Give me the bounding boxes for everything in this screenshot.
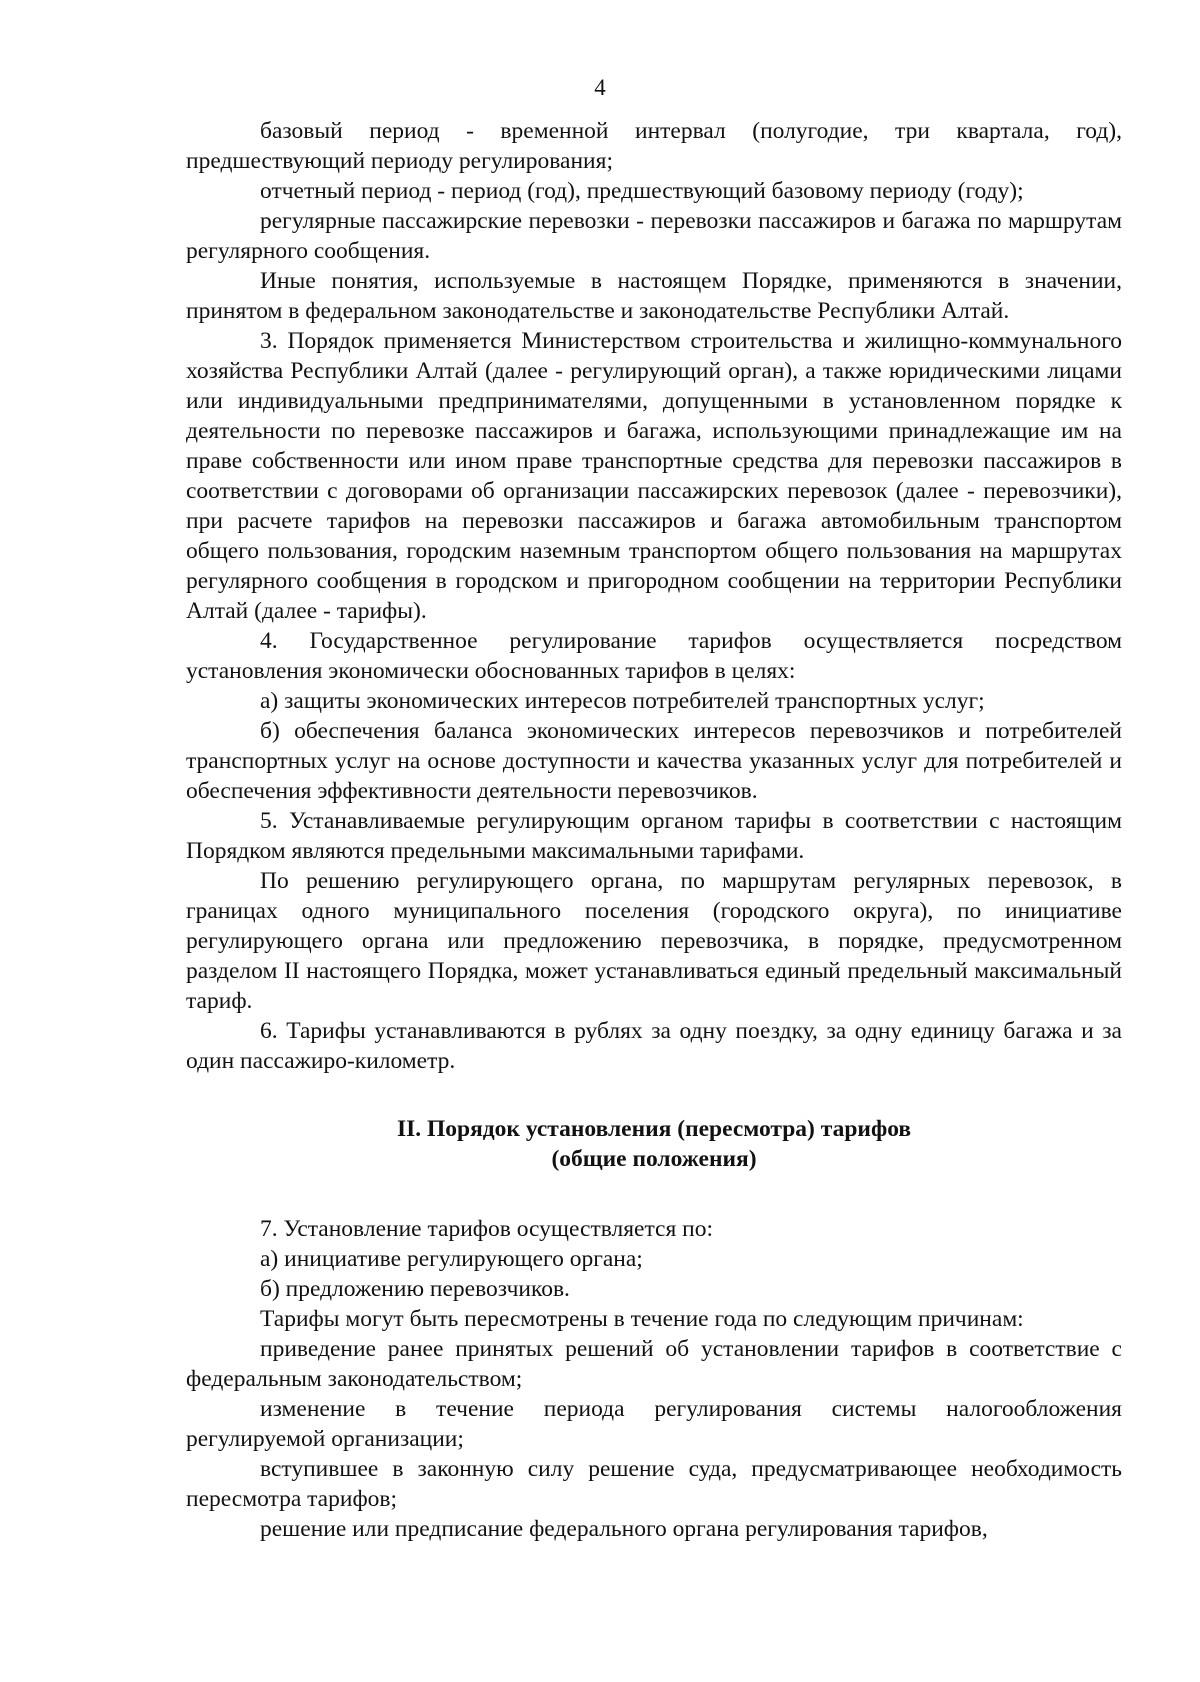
paragraph: отчетный период - период (год), предшествующий базовому периоду (году); (260, 178, 1024, 204)
paragraph: 6. Тарифы устанавливаются в рублях за одну поездку, за одну единицу багажа и за один пассажиро-километр. (186, 1018, 1122, 1074)
section-heading-title: II. Порядок установления (пересмотра) тарифов (396, 1116, 912, 1142)
paragraph: а) защиты экономических интересов потребителей транспортных услуг; (260, 688, 985, 714)
paragraph: решение или предписание федерального органа регулирования тарифов, (260, 1516, 988, 1542)
paragraph: Тарифы могут быть пересмотрены в течение года по следующим причинам: (260, 1306, 1024, 1332)
page-number: 4 (594, 75, 606, 100)
paragraph: изменение в течение периода регулирования системы налогообложения регулируемой организации; (186, 1396, 1122, 1452)
section-heading-subtitle: (общие положения) (551, 1146, 757, 1172)
paragraph: регулярные пассажирские перевозки - перевозки пассажиров и багажа по маршрутам регулярного сообщения. (186, 208, 1122, 264)
paragraph: вступившее в законную силу решение суда, предусматривающее необходимость пересмотра тарифов; (186, 1456, 1122, 1512)
paragraph: б) предложению перевозчиков. (260, 1276, 570, 1302)
paragraph: 4. Государственное регулирование тарифов осуществляется посредством установления экономически обоснованных тарифов в целях: (186, 628, 1122, 684)
paragraph: а) инициативе регулирующего органа; (260, 1246, 643, 1272)
paragraph: Иные понятия, используемые в настоящем Порядке, применяются в значении, принятом в федеральном законодательстве и законодательстве Республики Алтай. (186, 268, 1122, 324)
paragraph: По решению регулирующего органа, по маршрутам регулярных перевозок, в границах одного муниципального поселения (городского округа), по инициативе регулирующего органа или предложению перевозчика, в порядке, предусмотренном разделом II настоящего Порядка, может устанавливаться единый предельный максимальный тариф. (186, 868, 1122, 1014)
paragraph: 3. Порядок применяется Министерством строительства и жилищно-коммунального хозяйства Республики Алтай (далее - регулирующий орган), а также юридическими лицами или индивидуальными предпринимателями, допущенными в установленном порядке к деятельности по перевозке пассажиров и багажа, использующими принадлежащие им на праве собственности или ином праве транспортные средства для перевозки пассажиров в соответствии с договорами об организации пассажирских перевозок (далее - перевозчики), при расчете тарифов на перевозки пассажиров и багажа автомобильным транспортом общего пользования, городским наземным транспортом общего пользования на маршрутах регулярного сообщения в городском и пригородном сообщении на территории Республики Алтай (далее - тарифы). (186, 328, 1122, 624)
paragraph: базовый период - временной интервал (полугодие, три квартала, год), предшествующий периоду регулирования; (186, 118, 1122, 174)
paragraph: б) обеспечения баланса экономических интересов перевозчиков и потребителей транспортных услуг на основе доступности и качества указанных услуг для потребителей и обеспечения эффективности деятельности перевозчиков. (186, 718, 1122, 804)
document-body (186, 116, 1122, 1544)
paragraph: 5. Устанавливаемые регулирующим органом тарифы в соответствии с настоящим Порядком являются предельными максимальными тарифами. (186, 808, 1122, 864)
section-heading (186, 1114, 1122, 1174)
paragraph: приведение ранее принятых решений об установлении тарифов в соответствие с федеральным законодательством; (186, 1336, 1122, 1392)
paragraph: 7. Установление тарифов осуществляется по: (260, 1216, 714, 1242)
